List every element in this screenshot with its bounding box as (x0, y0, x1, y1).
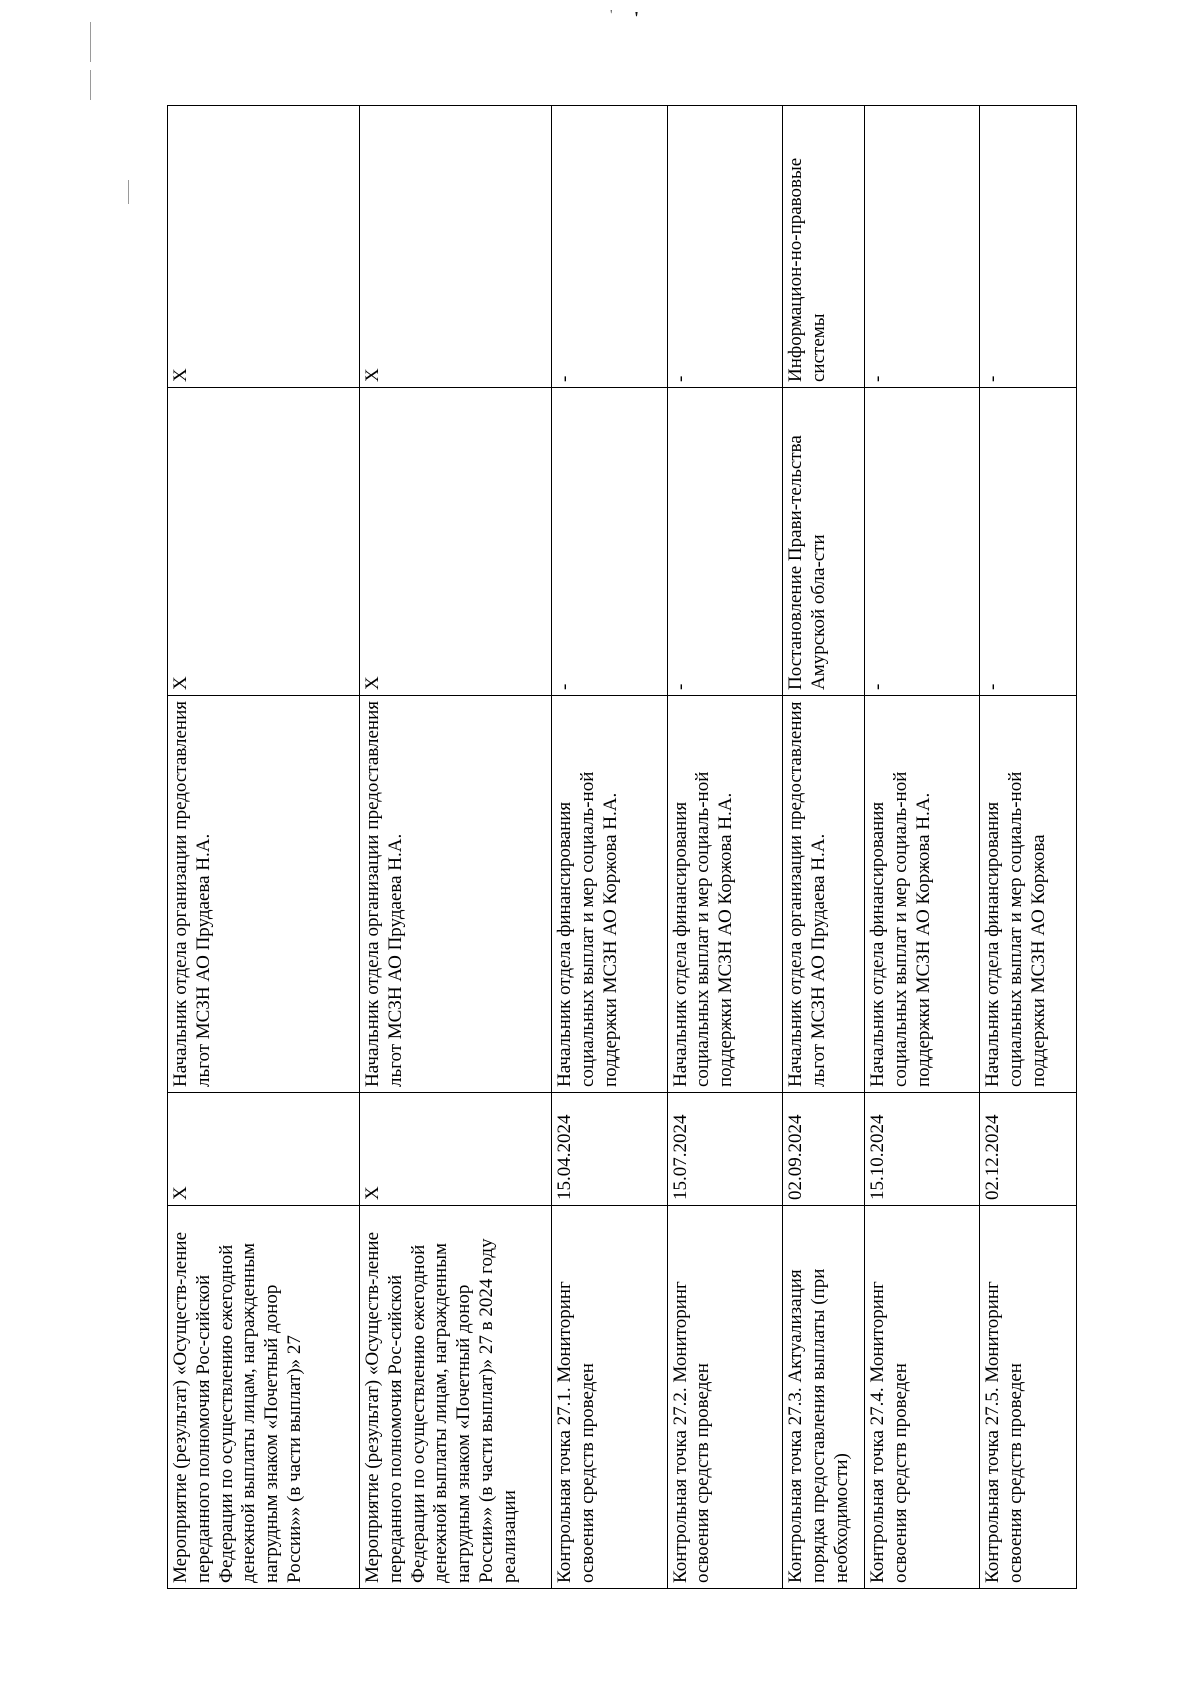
date-cell: 15.04.2024 (552, 1093, 667, 1206)
info-system-cell: - (864, 106, 979, 388)
responsible-cell: Начальник отдела финансирования социальных выплат и мер социаль-ной поддержки МСЗН АО Коржова Н.А. (864, 696, 979, 1093)
scan-speck (128, 180, 129, 204)
info-system-cell: - (552, 106, 667, 388)
info-system-cell: X (168, 106, 360, 388)
info-system-cell: - (980, 106, 1077, 388)
info-system-cell: - (667, 106, 782, 388)
event-name-cell: Контрольная точка 27.3. Актуализация порядка предоставления выплаты (при необходимости) (783, 1206, 865, 1589)
table-row (168, 106, 360, 1589)
event-name-cell: Контрольная точка 27.4. Мониторинг освоения средств проведен (864, 1206, 979, 1589)
table-row (552, 106, 667, 1589)
table-row (360, 106, 552, 1589)
date-cell: X (360, 1093, 552, 1206)
control-points-table (167, 105, 1077, 1589)
date-cell: 15.07.2024 (667, 1093, 782, 1206)
document-cell: Постановление Прави-тельства Амурской обла-сти (783, 388, 865, 696)
document-cell: X (168, 388, 360, 696)
responsible-cell: Начальник отдела организации предоставления льгот МСЗН АО Прудаева Н.А. (360, 696, 552, 1093)
date-cell: X (168, 1093, 360, 1206)
rotated-page (167, 106, 1077, 1589)
event-name-cell: Контрольная точка 27.2. Мониторинг освоения средств проведен (667, 1206, 782, 1589)
date-cell: 02.09.2024 (783, 1093, 865, 1206)
document-cell: - (667, 388, 782, 696)
event-name-cell: Мероприятие (результат) «Осуществ-ление переданного полномочия Рос-сийской Федерации по осуществлению ежегодной денежной выплаты лицам, награжденным нагрудным знаком «Почетный донор России»» (в части выплат)» 27 в 2024 году реализации (360, 1206, 552, 1589)
responsible-cell: Начальник отдела финансирования социальных выплат и мер социаль-ной поддержки МСЗН АО Коржова (980, 696, 1077, 1093)
info-system-cell: X (360, 106, 552, 388)
document-cell: X (360, 388, 552, 696)
event-name-cell: Мероприятие (результат) «Осуществ-ление переданного полномочия Рос-сийской Федерации по осуществлению ежегодной денежной выплаты лицам, награжденным нагрудным знаком «Почетный донор России»» (в части выплат)» 27 (168, 1206, 360, 1589)
event-name-cell: Контрольная точка 27.5. Мониторинг освоения средств проведен (980, 1206, 1077, 1589)
scan-mark: ' (610, 8, 613, 23)
table-row (864, 106, 979, 1589)
table-row (980, 106, 1077, 1589)
date-cell: 02.12.2024 (980, 1093, 1077, 1206)
responsible-cell: Начальник отдела организации предоставления льгот МСЗН АО Прудаева Н.А. (168, 696, 360, 1093)
date-cell: 15.10.2024 (864, 1093, 979, 1206)
scan-speck (90, 70, 91, 100)
scan-mark: ' (634, 8, 640, 28)
table-row (667, 106, 782, 1589)
scan-speck (90, 22, 91, 62)
document-cell: - (552, 388, 667, 696)
event-name-cell: Контрольная точка 27.1. Мониторинг освоения средств проведен (552, 1206, 667, 1589)
document-cell: - (864, 388, 979, 696)
table-row (783, 106, 865, 1589)
info-system-cell: Информацион-но-правовые системы (783, 106, 865, 388)
responsible-cell: Начальник отдела финансирования социальных выплат и мер социаль-ной поддержки МСЗН АО Коржова Н.А. (552, 696, 667, 1093)
document-cell: - (980, 388, 1077, 696)
responsible-cell: Начальник отдела финансирования социальных выплат и мер социаль-ной поддержки МСЗН АО Коржова Н.А. (667, 696, 782, 1093)
responsible-cell: Начальник отдела организации предоставления льгот МСЗН АО Прудаева Н.А. (783, 696, 865, 1093)
